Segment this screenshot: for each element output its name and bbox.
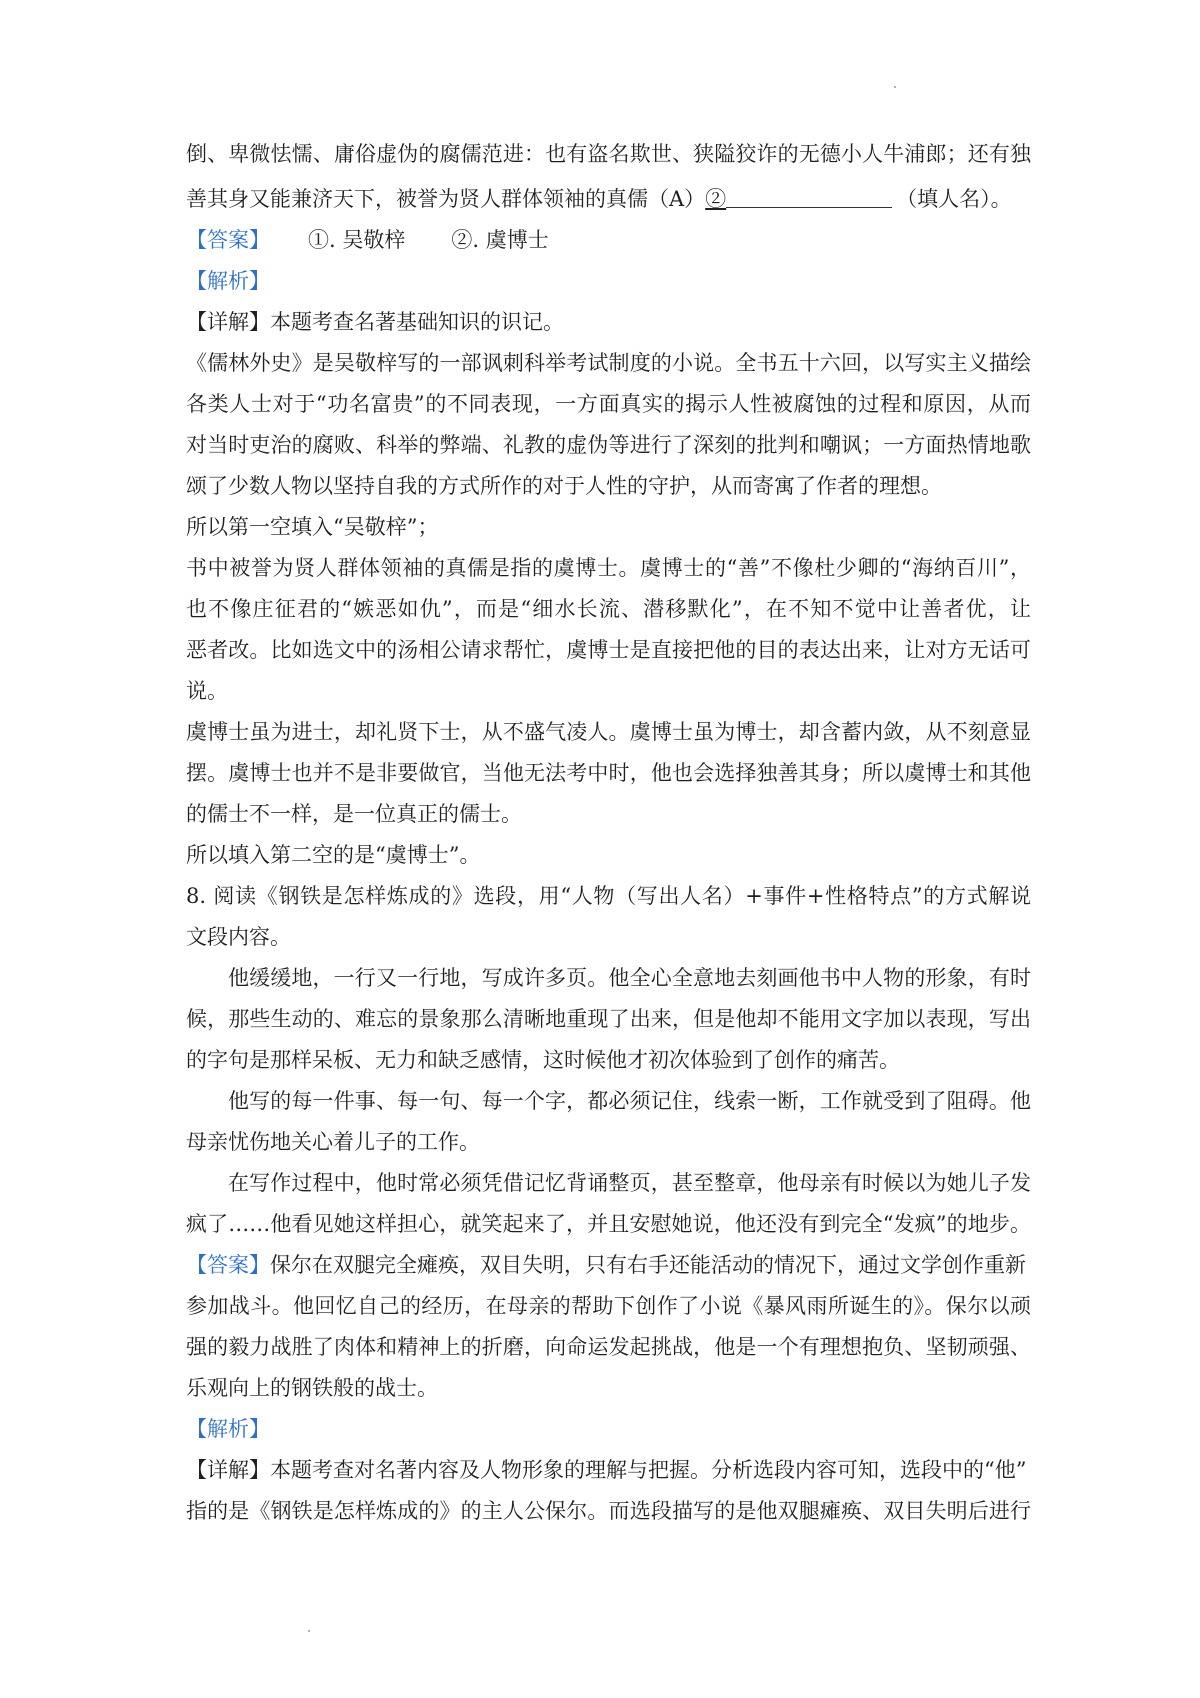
text-line: 参加战斗。他回忆自己的经历，在母亲的帮助下创作了小说《暴风雨所诞生的》。保尔以顽	[186, 1294, 1031, 1318]
text-line: 乐观向上的钢铁般的战士。	[186, 1376, 438, 1400]
scan-dot-top	[894, 86, 896, 88]
text-line: 强的毅力战胜了肉体和精神上的折磨，向命运发起挑战，他是一个有理想抱负、坚韧顽强、	[186, 1335, 1031, 1359]
detail-tag: 【详解】	[186, 310, 270, 334]
text-line: 恶者改。比如选文中的汤相公请求帮忙，虞博士是直接把他的目的表达出来，让对方无话可	[186, 638, 1031, 662]
question-8-continued: 文段内容。	[186, 925, 291, 949]
scan-dot-bottom	[308, 1630, 310, 1632]
text-line: 所以第一空填入“吴敬梓”；	[186, 515, 439, 539]
text-line: 也不像庄征君的“嫉恶如仇”，而是“细水长流、潜移默化”，在不知不觉中让善者优，让	[186, 597, 1031, 621]
answer-item-1: ①. 吴敬梓	[308, 228, 406, 252]
excerpt-line: 母亲忧伤地关心着儿子的工作。	[186, 1130, 480, 1154]
excerpt-line: 的字句是那样呆板、无力和缺乏感情，这时候他才初次体验到了创作的痛苦。	[186, 1048, 900, 1072]
text-line: 指的是《钢铁是怎样炼成的》的主人公保尔。而选段描写的是他双腿瘫痪、双目失明后进行	[186, 1499, 1031, 1523]
detail-line	[186, 308, 564, 336]
text-line: 颂了少数人物以坚持自我的方式所作的对于人性的守护，从而寄寓了作者的理想。	[186, 474, 942, 498]
answer-blank	[726, 187, 892, 208]
text-line: 虞博士虽为进士，却礼贤下士，从不盛气凌人。虞博士虽为博士，却含蓄内敛，从不刻意显	[186, 720, 1031, 744]
analysis-tag: 【解析】	[186, 269, 270, 293]
fill-blank-prefix: 善其身又能兼济天下，被誉为贤人群体领袖的真儒（A）	[186, 187, 706, 211]
text-line: 摆。虞博士也并不是非要做官，当他无法考中时，他也会选择独善其身；所以虞博士和其他	[186, 761, 1031, 785]
text-line: 各类人士对于“功名富贵”的不同表现，一方面真实的揭示人性被腐蚀的过程和原因，从而	[186, 392, 1031, 416]
answer-8-tag: 【答案】	[186, 1253, 270, 1277]
question-8: 8. 阅读《钢铁是怎样炼成的》选段，用“人物（写出人名）+事件+性格特点”的方式解说	[186, 884, 1031, 908]
excerpt-line: 他缓缓地，一行又一行地，写成许多页。他全心全意地去刻画他书中人物的形象，有时	[228, 966, 1031, 990]
excerpt-line: 他写的每一件事、每一句、每一个字，都必须记住，线索一断，工作就受到了阻碍。他	[228, 1089, 1031, 1113]
answer-tag: 【答案】	[186, 228, 270, 252]
answer-line	[186, 226, 549, 254]
blank-marker: ②	[705, 187, 727, 211]
text-line: 《儒林外史》是吴敬梓写的一部讽刺科举考试制度的小说。全书五十六回，以写实主义描绘	[186, 351, 1031, 375]
detail-8-tag: 【详解】	[186, 1458, 270, 1482]
text-line: 倒、卑微怯懦、庸俗虚伪的腐儒范进：也有盗名欺世、狭隘狡诈的无德小人牛浦郎；还有独	[186, 142, 1031, 166]
answer-8-text: 保尔在双腿完全瘫痪，双目失明，只有右手还能活动的情况下，通过文学创作重新	[270, 1253, 1026, 1277]
text-line: 说。	[186, 679, 228, 703]
excerpt-line: 在写作过程中，他时常必须凭借记忆背诵整页，甚至整章，他母亲有时候以为她儿子发	[228, 1171, 1031, 1195]
fill-blank-suffix: （填人名）。	[896, 187, 1012, 211]
analysis-8-tag: 【解析】	[186, 1417, 270, 1441]
text-line: 书中被誉为贤人群体领袖的真儒是指的虞博士。虞博士的“善”不像杜少卿的“海纳百川”，	[186, 556, 1031, 580]
detail-text: 本题考查名著基础知识的识记。	[270, 310, 564, 334]
answer-8-line	[186, 1251, 1026, 1279]
text-line: 对当时吏治的腐败、科举的弊端、礼教的虚伪等进行了深刻的批判和嘲讽；一方面热情地歌	[186, 433, 1031, 457]
text-line: 所以填入第二空的是“虞博士”。	[186, 843, 481, 867]
detail-8-text: 本题考查对名著内容及人物形象的理解与把握。分析选段内容可知，选段中的“他”	[270, 1458, 1027, 1482]
detail-8-line	[186, 1456, 1026, 1484]
excerpt-line: 候，那些生动的、难忘的景象那么清晰地重现了出来，但是他却不能用文字加以表现，写出	[186, 1007, 1031, 1031]
answer-item-2: ②. 虞博士	[451, 228, 549, 252]
excerpt-line: 疯了……他看见她这样担心，就笑起来了，并且安慰她说，他还没有到完全“发疯”的地步。	[186, 1212, 1031, 1236]
fill-blank-line	[186, 185, 1012, 213]
text-line: 的儒士不一样，是一位真正的儒士。	[186, 802, 522, 826]
